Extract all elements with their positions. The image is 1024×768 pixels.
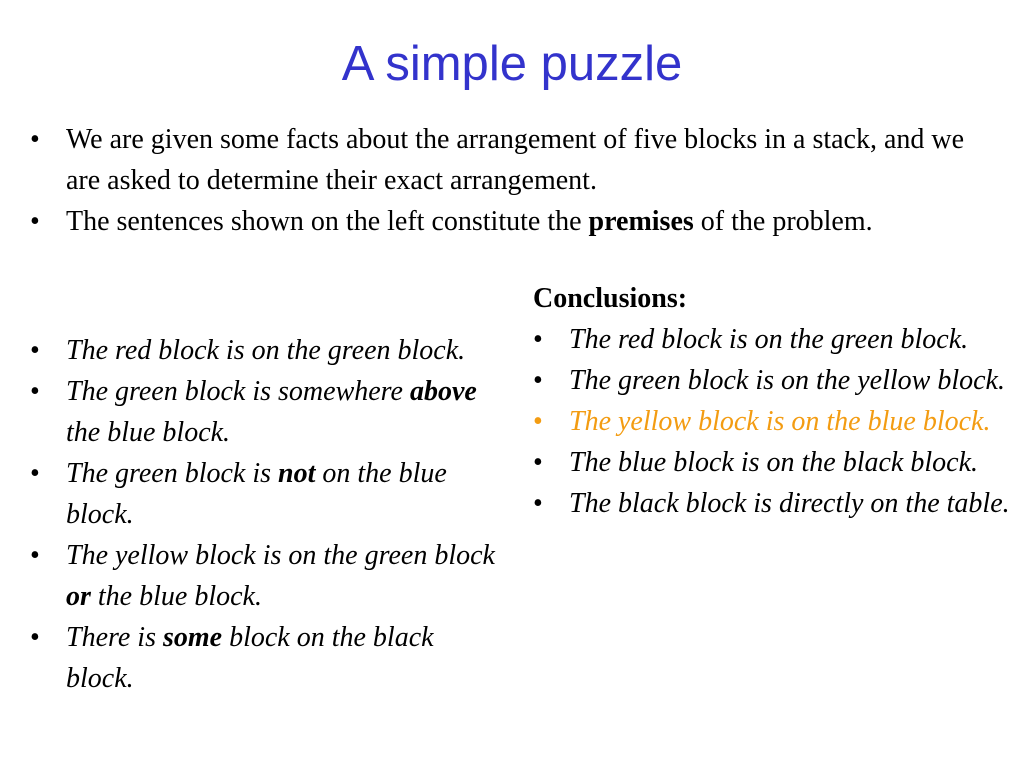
intro-text: The sentences shown on the left constitute the bbox=[66, 206, 589, 237]
premise-text: The yellow block is on the green block bbox=[66, 540, 495, 571]
bullet-icon: • bbox=[30, 206, 40, 237]
premise-text: on the blue block. bbox=[66, 458, 447, 530]
conclusion-item bbox=[533, 442, 1013, 483]
bullet-icon: • bbox=[533, 488, 543, 519]
bullet-icon: • bbox=[30, 622, 40, 653]
premise-emphasis: some bbox=[162, 622, 223, 653]
intro-list bbox=[30, 119, 990, 242]
premise-item bbox=[30, 371, 500, 453]
conclusions-list bbox=[533, 319, 1013, 524]
conclusion-item bbox=[533, 360, 1013, 401]
premise-item bbox=[30, 453, 500, 535]
conclusion-text: The blue block is on the black block. bbox=[569, 447, 978, 478]
premises-list bbox=[30, 330, 500, 699]
bullet-icon: • bbox=[533, 406, 543, 437]
intro-item bbox=[30, 201, 990, 242]
slide-title: A simple puzzle bbox=[341, 37, 683, 91]
bullet-icon: • bbox=[533, 324, 543, 355]
premise-text: There is bbox=[66, 622, 163, 653]
intro-emphasis: premises bbox=[588, 206, 694, 237]
bullet-icon: • bbox=[30, 335, 40, 366]
premise-item bbox=[30, 617, 500, 699]
conclusion-text: The green block is on the yellow block. bbox=[569, 365, 1005, 396]
premise-text: The green block is somewhere bbox=[66, 376, 410, 407]
conclusion-text: The yellow block is on the blue block. bbox=[569, 406, 991, 437]
premise-text: The red block is on the green block. bbox=[66, 335, 466, 366]
bullet-icon: • bbox=[30, 376, 40, 407]
conclusion-item bbox=[533, 483, 1013, 524]
bullet-icon: • bbox=[533, 365, 543, 396]
premise-text: block on the black block. bbox=[66, 622, 434, 694]
bullet-icon: • bbox=[533, 447, 543, 478]
conclusions-heading: Conclusions: bbox=[533, 283, 688, 314]
conclusion-item bbox=[533, 319, 1013, 360]
premise-emphasis: above bbox=[409, 376, 477, 407]
premise-item bbox=[30, 330, 500, 371]
conclusion-text: The red block is on the green block. bbox=[569, 324, 969, 355]
premise-emphasis: not bbox=[278, 458, 316, 489]
premise-text: The green block is bbox=[66, 458, 279, 489]
premise-text: the blue block. bbox=[90, 581, 262, 612]
bullet-icon: • bbox=[30, 458, 40, 489]
premise-item bbox=[30, 535, 500, 617]
conclusion-item-highlighted bbox=[533, 401, 1013, 442]
premise-text: the blue block. bbox=[66, 417, 231, 448]
conclusion-text: The black block is directly on the table. bbox=[569, 488, 1010, 519]
conclusions-panel bbox=[533, 278, 1013, 524]
bullet-icon: • bbox=[30, 540, 40, 571]
bullet-icon: • bbox=[30, 124, 40, 155]
intro-item bbox=[30, 119, 990, 201]
premise-emphasis: or bbox=[66, 581, 91, 612]
intro-text: We are given some facts about the arrangement of five blocks in a stack, and we are asked to determine their exact arrangement. bbox=[66, 124, 965, 196]
intro-text: of the problem. bbox=[693, 206, 873, 237]
